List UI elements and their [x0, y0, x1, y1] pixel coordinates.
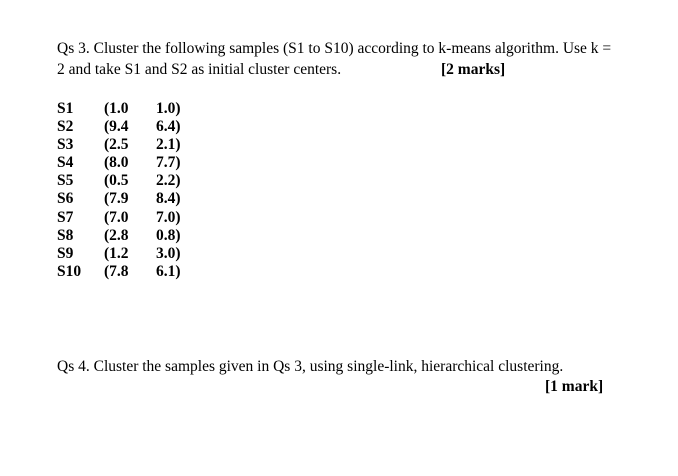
sample-y-value: 6.1): [156, 262, 181, 280]
sample-id: S6: [57, 190, 74, 208]
sample-y-value: 2.1): [156, 136, 181, 154]
sample-x-value: (1.2: [104, 244, 129, 262]
sample-x-value: (2.8: [104, 226, 129, 244]
sample-y-value: 8.4): [156, 190, 181, 208]
sample-x-value: (1.0: [104, 100, 129, 117]
question-4-text: Qs 4. Cluster the samples given in Qs 3, using single-link, hierarchical clustering.: [57, 358, 564, 375]
sample-x-value: (0.5: [104, 172, 129, 190]
sample-x-value: (9.4: [104, 118, 129, 136]
sample-x-value: (7.9: [104, 190, 129, 208]
sample-y-value: 7.7): [156, 154, 181, 172]
sample-id: S10: [57, 262, 82, 280]
question-3-text-line-2: [57, 61, 507, 79]
sample-y-value: 6.4): [156, 118, 181, 136]
sample-y-value: 7.0): [156, 208, 181, 226]
sample-id: S5: [57, 172, 74, 190]
sample-x-value: (8.0: [104, 154, 129, 172]
sample-id: S7: [57, 208, 74, 226]
question-3-marks: [2 marks]: [441, 61, 506, 78]
sample-x-value: (2.5: [104, 136, 129, 154]
question-3-text-line-2-body: 2 and take S1 and S2 as initial cluster centers.: [57, 61, 342, 78]
sample-id: S9: [57, 244, 74, 262]
sample-id: S1: [57, 100, 74, 117]
question-3-text-line-1: Qs 3. Cluster the following samples (S1 to S10) according to k-means algorithm. Use k =: [57, 40, 612, 57]
sample-x-value: (7.0: [104, 208, 129, 226]
sample-id: S8: [57, 226, 74, 244]
sample-y-value: 1.0): [156, 100, 181, 117]
sample-x-value: (7.8: [104, 262, 129, 280]
sample-id: S4: [57, 154, 74, 172]
question-4-marks: [1 mark]: [545, 378, 604, 395]
sample-y-value: 3.0): [156, 244, 181, 262]
sample-id: S2: [57, 118, 74, 136]
sample-y-value: 2.2): [156, 172, 181, 190]
sample-y-value: 0.8): [156, 226, 181, 244]
sample-id: S3: [57, 136, 74, 154]
